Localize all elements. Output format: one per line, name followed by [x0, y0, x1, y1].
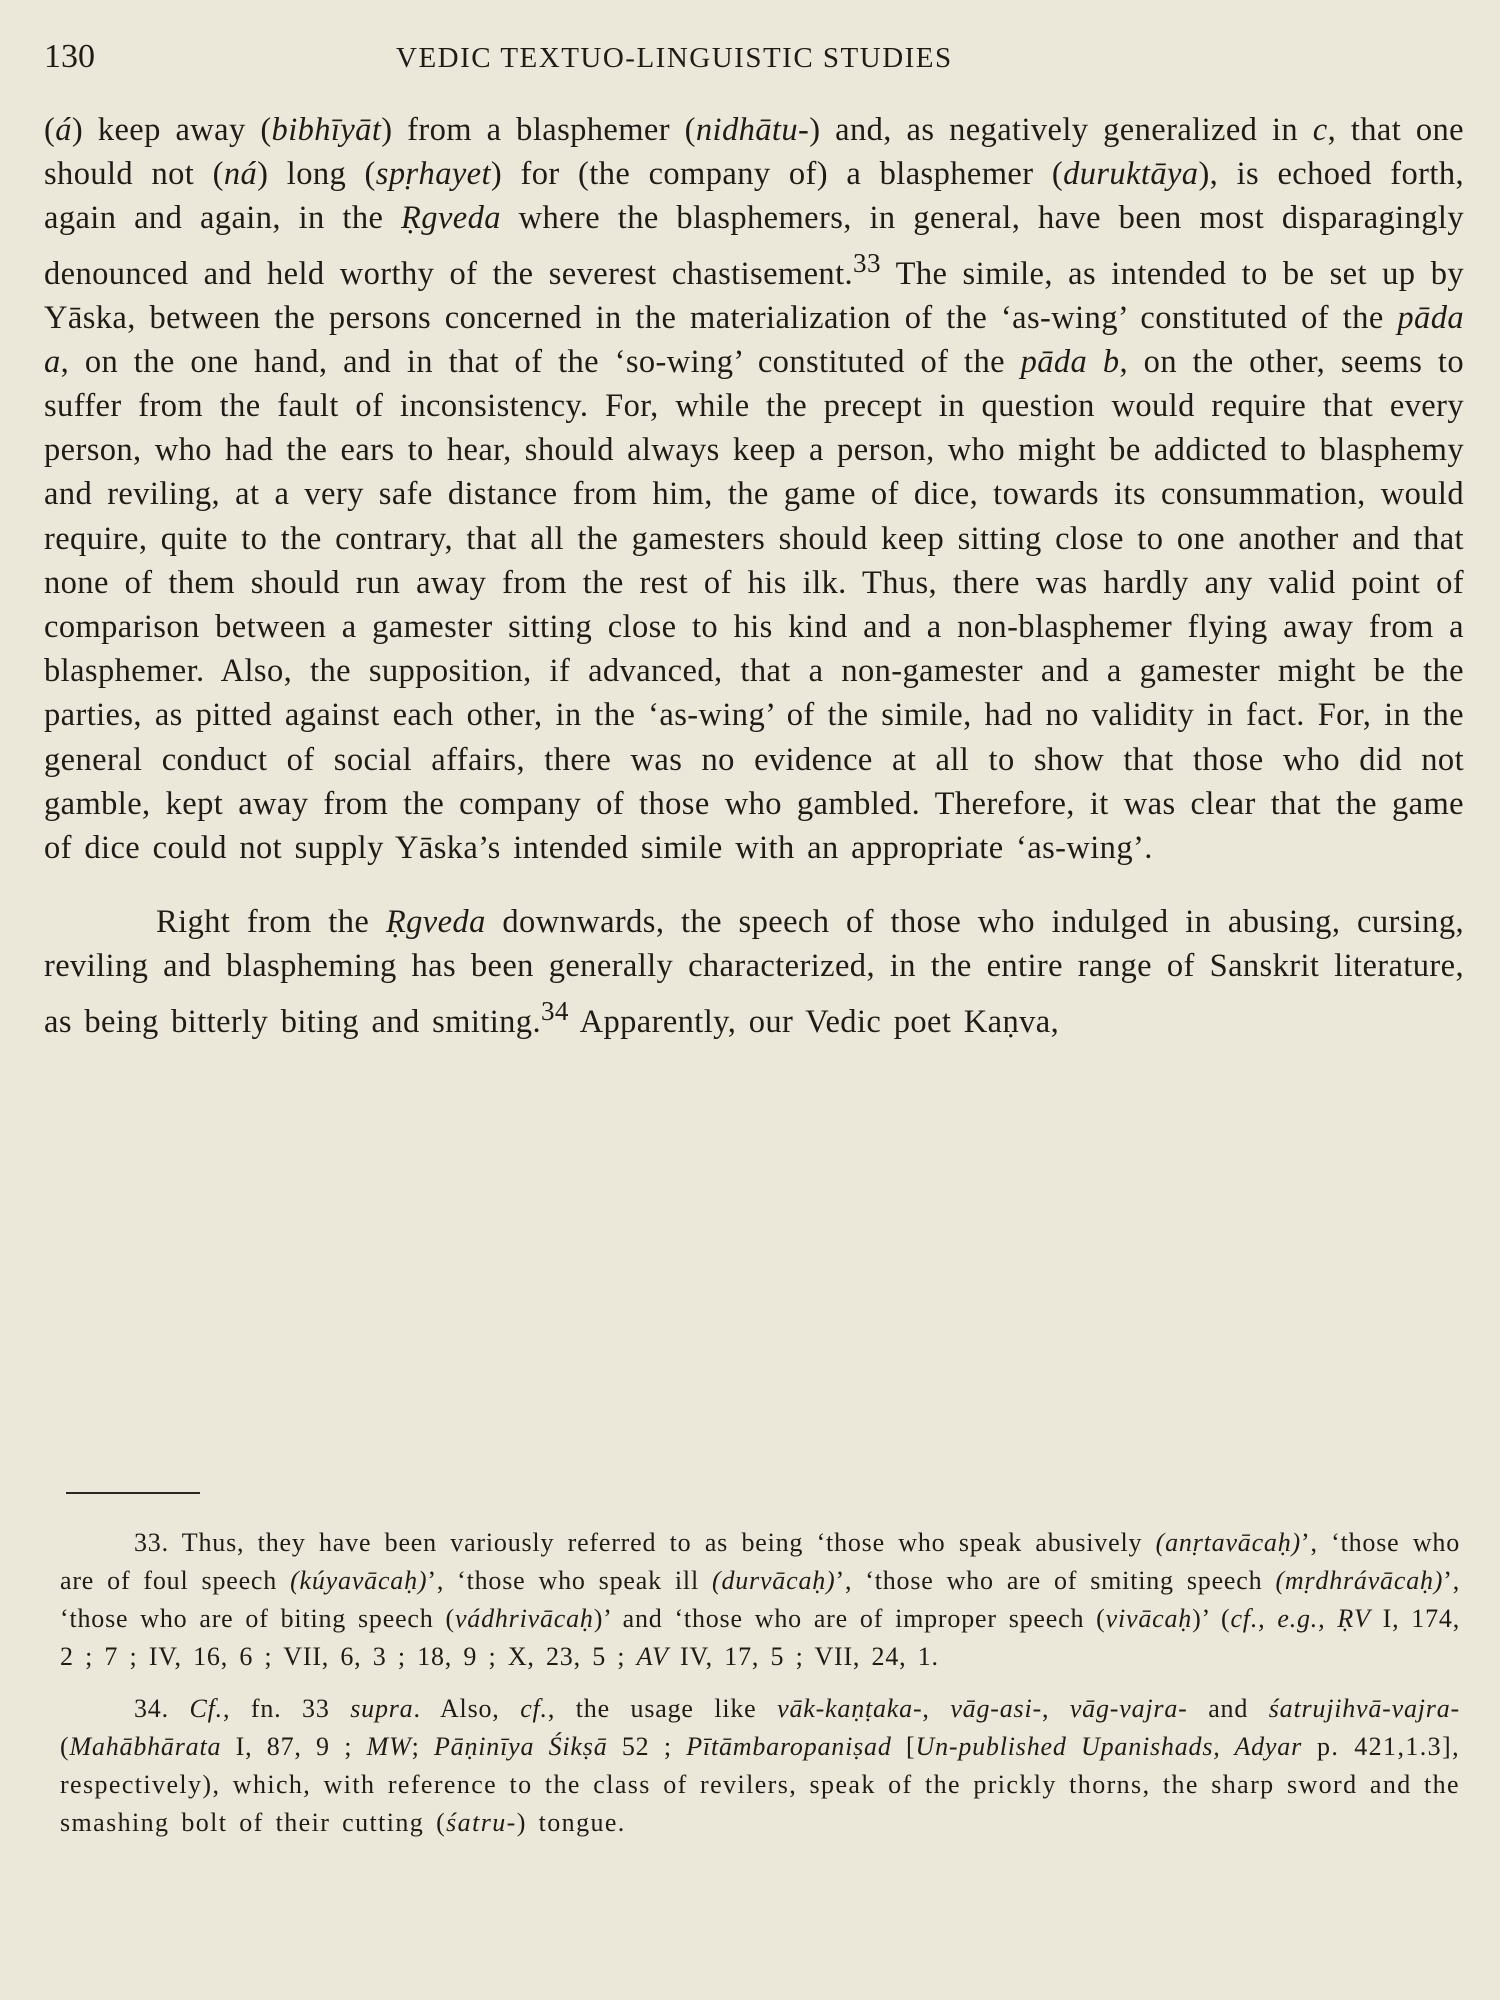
- text-run: Apparently, our Vedic poet Kaṇva,: [568, 1003, 1060, 1040]
- italic-term: vāg-vajra-: [1069, 1694, 1188, 1723]
- italic-term: cf., e.g., ṚV: [1230, 1604, 1371, 1633]
- text-run: ’, ‘those who are of biting speech (: [60, 1566, 1461, 1633]
- text-run: 34.: [134, 1694, 190, 1723]
- text-run: 33. Thus, they have been variously referred to as being ‘those who speak abusively: [134, 1528, 1156, 1557]
- italic-term: vivācaḥ: [1105, 1604, 1193, 1633]
- text-run: . Also,: [413, 1694, 521, 1723]
- text-run: 52 ;: [607, 1732, 687, 1761]
- text-run: ) keep away (: [71, 112, 272, 148]
- text-run: IV, 17, 5 ; VII, 24, 1.: [668, 1642, 939, 1671]
- italic-term: Mahābhārata: [69, 1732, 222, 1761]
- text-run: , fn. 33: [222, 1694, 351, 1723]
- page-header: [44, 38, 1456, 88]
- italic-term: Cf.: [189, 1694, 223, 1723]
- italic-term: Pītāmbaropaniṣad: [686, 1732, 892, 1761]
- text-run: ) tongue.: [516, 1808, 626, 1837]
- text-run: (: [44, 112, 56, 148]
- italic-term: śatrujihvā-vajra-: [1268, 1694, 1460, 1723]
- italic-term: vádhrivācaḥ: [454, 1604, 594, 1633]
- text-run: [: [891, 1732, 916, 1761]
- text-run: I, 87, 9 ;: [221, 1732, 367, 1761]
- italic-term: bibhīyāt: [271, 112, 382, 148]
- page-number: 130: [44, 38, 95, 75]
- text-run: , that one should not (: [44, 112, 1464, 193]
- text-run: I, 174, 2 ; 7 ; IV, 16, 6 ; VII, 6, 3 ; 18, 9 ; X, 23, 5 ;: [60, 1604, 1460, 1671]
- text-run: (: [60, 1732, 70, 1761]
- main-text: [44, 108, 1464, 1044]
- italic-term: vāg-asi-: [950, 1694, 1042, 1723]
- paragraph-1: [44, 108, 1464, 870]
- italic-term: pāda a: [44, 299, 1464, 380]
- text-run: ,: [1041, 1694, 1070, 1723]
- text-run: ), is echoed forth, again and again, in the: [44, 156, 1465, 237]
- italic-term: pāda b: [1020, 343, 1120, 380]
- text-run: where the blasphemers, in general, have been most disparagingly denounced and held worthy of the severest chastisement.: [44, 200, 1464, 292]
- italic-term: (mṛdhrávācaḥ): [1275, 1566, 1444, 1595]
- footnote-divider: [66, 1492, 200, 1494]
- footnote-33: [60, 1524, 1460, 1676]
- text-run: ;: [411, 1732, 434, 1761]
- italic-term: spṛhayet: [375, 156, 491, 193]
- footnote-34: [60, 1690, 1460, 1842]
- text-run: and: [1187, 1694, 1269, 1723]
- italic-term: śatru-: [446, 1808, 517, 1837]
- text-run: downwards, the speech of those who indulged in abusing, cursing, reviling and blaspheming has been generally characterized, in the entire range of Sanskrit literature, as being bitterly biting and smiting.: [44, 904, 1464, 1040]
- text-run: , the usage like: [547, 1694, 778, 1723]
- italic-term: AV: [636, 1642, 669, 1671]
- italic-term: Ṛgveda: [401, 200, 501, 237]
- paragraph-2: [44, 900, 1464, 1043]
- italic-term: (durvācaḥ): [711, 1566, 836, 1595]
- text-run: ) and, as negatively generalized in: [809, 112, 1313, 148]
- text-run: p. 421,1.3], respectively), which, with reference to the class of revilers, speak of the prickly thorns, the sharp sword and the smashing bolt of their cutting (: [60, 1732, 1461, 1837]
- text-run: , on the one hand, and in that of the ‘so-wing’ constituted of the: [60, 343, 1021, 380]
- text-run: ’, ‘those who speak ill: [427, 1566, 712, 1595]
- text-run: ) long (: [257, 156, 376, 193]
- text-run: ,: [922, 1694, 951, 1723]
- italic-term: cf.: [520, 1694, 548, 1723]
- italic-term: (anṛtavācaḥ): [1155, 1528, 1301, 1557]
- italic-term: Ṛgveda: [385, 904, 486, 941]
- text-run: ) for (the company of) a blasphemer (: [490, 156, 1064, 193]
- text-run: The simile, as intended to be set up by Yāska, between the persons concerned in the materialization of the ‘as-wing’ constituted of the: [44, 255, 1464, 336]
- italic-term: vāk-kaṇṭaka-: [777, 1694, 923, 1723]
- italic-term: nidhātu-: [695, 112, 810, 148]
- text-run: ’, ‘those who are of foul speech: [60, 1528, 1460, 1595]
- italic-term: supra: [350, 1694, 414, 1723]
- text-run: ’, ‘those who are of smiting speech: [835, 1566, 1276, 1595]
- italic-term: c: [1312, 112, 1328, 148]
- text-run: Right from the: [156, 904, 386, 941]
- italic-term: Un-published Upanishads, Adyar: [915, 1732, 1302, 1761]
- footnote-ref-34: 34: [540, 995, 569, 1026]
- italic-term: MW: [366, 1732, 412, 1761]
- italic-term: Pāṇinīya Śikṣā: [433, 1732, 608, 1761]
- italic-term: á: [55, 112, 72, 148]
- footnote-ref-33: 33: [853, 247, 881, 278]
- text-run: )’ and ‘those who are of improper speech (: [593, 1604, 1106, 1633]
- italic-term: (kúyavācaḥ): [290, 1566, 428, 1595]
- italic-term: ná: [223, 156, 258, 193]
- text-run: , on the other, seems to suffer from the fault of inconsistency. For, while the precept in question would require that every person, who had the ears to hear, should always keep a person, who might be addicted to blasphemy and reviling, at a very safe distance from him, the game of dice, towards its consummation, would require, quite to the contrary, that all the gamesters should keep sitting close to one another and that none of them should run away from the rest of his ilk. Thus, there was hardly any valid point of comparison between a gamester sitting close to his kind and a non-blasphemer flying away from a blasphemer. Also, the supposition, if advanced, that a non-gamester and a gamester might be the parties, as pitted against each other, in the ‘as-wing’ of the simile, had no validity in fact. For, in the general conduct of social affairs, there was no evidence at all to show that those who did not gamble, kept away from the company of those who gambled. Therefore, it was clear that the game of dice could not supply Yāska’s intended simile with an appropriate ‘as-wing’.: [44, 343, 1464, 867]
- italic-term: duruktāya: [1063, 156, 1199, 193]
- text-run: )’ (: [1192, 1604, 1231, 1633]
- text-run: ) from a blasphemer (: [381, 112, 696, 148]
- footnotes: [60, 1524, 1460, 1842]
- running-title: VEDIC TEXTUO-LINGUISTIC STUDIES: [396, 42, 953, 74]
